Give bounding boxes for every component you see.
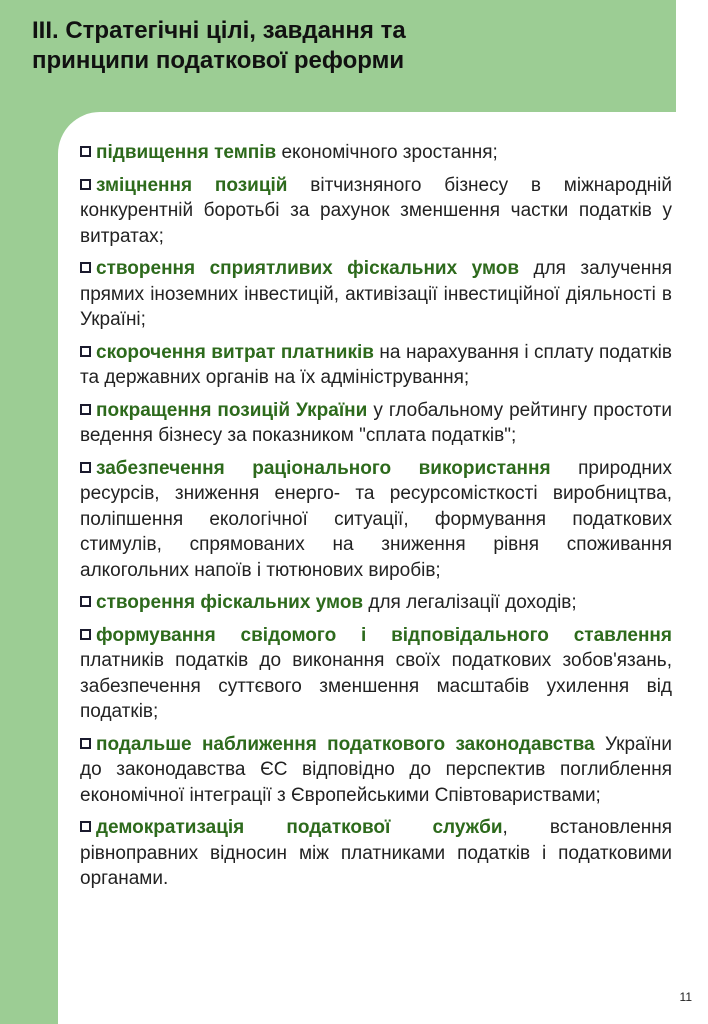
title-line-1: III. Стратегічні цілі, завдання та bbox=[32, 17, 406, 44]
goals-list bbox=[80, 140, 672, 899]
item-text: економічного зростання; bbox=[276, 142, 498, 163]
list-item bbox=[80, 340, 672, 391]
item-text: для легалізації доходів; bbox=[363, 592, 577, 613]
list-item bbox=[80, 173, 672, 250]
page-title bbox=[32, 16, 632, 76]
item-highlight: покращення позицій України bbox=[96, 399, 368, 421]
checkbox-icon bbox=[80, 821, 91, 832]
list-item bbox=[80, 398, 672, 449]
page-number: 11 bbox=[679, 990, 692, 1004]
item-highlight: подальше наближення податкового законодавства bbox=[96, 733, 595, 755]
list-item bbox=[80, 456, 672, 584]
item-text: вітчизняного бізнесу в міжнародній конкурентній боротьбі за рахунок зменшення частки податків у витратах; bbox=[80, 174, 672, 247]
checkbox-icon bbox=[80, 738, 91, 749]
checkbox-icon bbox=[80, 462, 91, 473]
checkbox-icon bbox=[80, 404, 91, 415]
checkbox-icon bbox=[80, 346, 91, 357]
list-item bbox=[80, 590, 672, 616]
checkbox-icon bbox=[80, 629, 91, 640]
item-highlight: демократизація податкової служби bbox=[96, 817, 503, 838]
list-item bbox=[80, 732, 672, 809]
item-text: України до законодавства ЄС відповідно до перспектив поглиблення економічної інтеграції з Європейськими Співтовариствами; bbox=[80, 733, 672, 806]
checkbox-icon bbox=[80, 146, 91, 157]
checkbox-icon bbox=[80, 262, 91, 273]
item-highlight: створення сприятливих фіскальних умов bbox=[96, 258, 520, 279]
list-item bbox=[80, 815, 672, 892]
item-highlight: зміцнення позицій bbox=[96, 174, 288, 196]
list-item bbox=[80, 623, 672, 725]
item-text: у глобальному рейтингу простоти ведення бізнесу за показником "сплата податків"; bbox=[80, 399, 672, 446]
item-highlight: забезпечення раціонального використання bbox=[96, 457, 551, 479]
checkbox-icon bbox=[80, 596, 91, 607]
item-text: природних ресурсів, зниження енерго- та ресурсомісткості виробництва, поліпшення екологічної ситуації, формування податкових стимулів, спрямованих на зниження рівня споживання алкогольних напоїв і тютюнових виробів; bbox=[80, 457, 672, 581]
item-text: на нарахування і сплату податків та державних органів на їх адміністрування; bbox=[80, 341, 672, 388]
item-highlight: створення фіскальних умов bbox=[96, 592, 364, 613]
item-highlight: підвищення темпів bbox=[96, 142, 277, 163]
item-text: для залучення прямих іноземних інвестицій, активізації інвестиційної діяльності в Україні; bbox=[80, 258, 673, 330]
checkbox-icon bbox=[80, 179, 91, 190]
item-highlight: формування свідомого і відповідального ставлення bbox=[96, 624, 672, 646]
item-highlight: скорочення витрат платників bbox=[96, 341, 374, 363]
list-item bbox=[80, 256, 672, 333]
item-text: , встановлення рівноправних відносин між платниками податків і податковими органами. bbox=[80, 817, 673, 889]
list-item bbox=[80, 140, 672, 166]
item-text: платників податків до виконання своїх податкових зобов'язань, забезпечення суттєвого зменшення масштабів ухилення від податків; bbox=[80, 650, 672, 722]
title-line-2: принципи податкової реформи bbox=[32, 47, 405, 74]
